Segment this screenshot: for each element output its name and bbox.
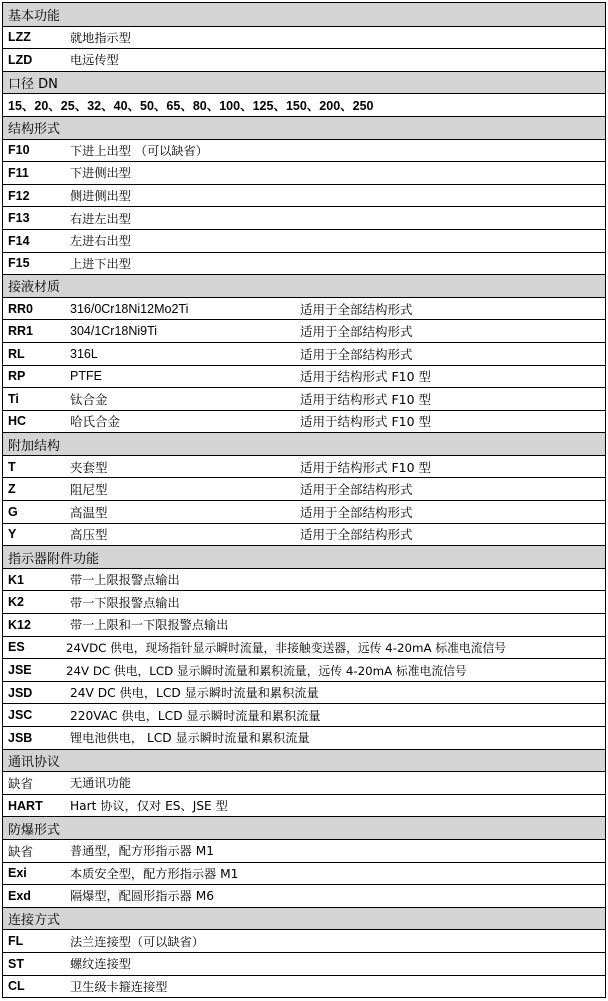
row-code: Exi bbox=[8, 866, 27, 881]
table-row bbox=[3, 319, 605, 342]
section-header-diameter bbox=[3, 71, 605, 94]
row-code: ST bbox=[8, 956, 24, 971]
section-title: 附加结构 bbox=[8, 438, 61, 454]
row-code: HART bbox=[8, 798, 43, 813]
row-desc: 钛合金 bbox=[70, 391, 108, 407]
table-row bbox=[3, 342, 605, 365]
table-row bbox=[3, 568, 605, 591]
table-row bbox=[3, 771, 605, 794]
table-row bbox=[3, 500, 605, 523]
table-row bbox=[3, 636, 605, 659]
table-row bbox=[3, 297, 605, 320]
row-code: RR0 bbox=[8, 301, 34, 316]
table-row bbox=[3, 229, 605, 252]
section-title: 接液材质 bbox=[8, 280, 61, 296]
row-note: 适用于全部结构形式 bbox=[300, 482, 413, 498]
row-desc: 普通型，配方形指示器 M1 bbox=[70, 844, 215, 859]
row-desc: 高压型 bbox=[70, 527, 108, 543]
row-code: RP bbox=[8, 369, 26, 384]
row-desc: 右进左出型 bbox=[70, 211, 131, 226]
table-row bbox=[3, 613, 605, 636]
table-row bbox=[3, 703, 605, 726]
table-row bbox=[3, 975, 605, 998]
table-row bbox=[3, 206, 605, 229]
table-row bbox=[3, 387, 605, 410]
row-desc: 卫生级卡箍连接型 bbox=[70, 979, 168, 994]
row-desc: 夹套型 bbox=[70, 459, 108, 475]
row-note: 适用于全部结构形式 bbox=[300, 301, 413, 317]
row-code: Exd bbox=[8, 888, 31, 903]
row-desc: 带一上限报警点输出 bbox=[70, 573, 180, 588]
row-code: G bbox=[8, 504, 18, 519]
table-row bbox=[3, 252, 605, 275]
table-row bbox=[3, 365, 605, 388]
row-desc: 304/1Cr18Ni9Ti bbox=[70, 324, 158, 339]
section-header-basic bbox=[3, 3, 605, 26]
table-row bbox=[3, 139, 605, 162]
section-title: 口径 DN bbox=[8, 77, 58, 93]
table-row bbox=[3, 952, 605, 975]
row-desc: 左进右出型 bbox=[70, 234, 131, 249]
section-header-material bbox=[3, 274, 605, 297]
row-desc: Hart 协议，仅对 ES、JSE 型 bbox=[70, 799, 228, 814]
row-code: F11 bbox=[8, 165, 29, 180]
table-row bbox=[3, 862, 605, 885]
row-code: CL bbox=[8, 979, 25, 994]
row-code: K12 bbox=[8, 617, 31, 632]
section-header-protocol bbox=[3, 749, 605, 772]
table-row bbox=[3, 48, 605, 71]
diameter-values: 15、20、25、32、40、50、65、80、100、125、150、200、250 bbox=[3, 93, 605, 116]
table-row bbox=[3, 929, 605, 952]
row-desc: 隔爆型，配圆形指示器 M6 bbox=[70, 889, 215, 904]
table-row bbox=[3, 839, 605, 862]
table-row bbox=[3, 681, 605, 704]
row-code: LZD bbox=[8, 52, 33, 67]
row-desc: 316/0Cr18Ni12Mo2Ti bbox=[70, 301, 189, 316]
row-code: 缺省 bbox=[8, 775, 34, 791]
row-code: JSD bbox=[8, 685, 33, 700]
spec-table bbox=[2, 2, 606, 998]
row-code: JSB bbox=[8, 730, 33, 745]
section-header-structure bbox=[3, 116, 605, 139]
row-code: F13 bbox=[8, 211, 30, 226]
row-code: 缺省 bbox=[8, 843, 34, 859]
row-desc: 哈氏合金 bbox=[70, 414, 121, 430]
row-code: F14 bbox=[8, 233, 30, 248]
row-desc: 就地指示型 bbox=[70, 30, 131, 45]
row-desc: 24V DC 供电，LCD 显示瞬时流量和累积流量，远传 4-20mA 标准电流信号 bbox=[66, 663, 467, 678]
row-desc: 带一下限报警点输出 bbox=[70, 595, 180, 610]
row-code: Y bbox=[8, 527, 17, 542]
row-code: JSC bbox=[8, 708, 33, 723]
row-desc: 法兰连接型（可以缺省） bbox=[70, 934, 205, 949]
row-desc: 带一上限和一下限报警点输出 bbox=[70, 618, 229, 633]
row-note: 适用于结构形式 F10 型 bbox=[300, 391, 432, 407]
row-desc: 高温型 bbox=[70, 504, 108, 520]
row-desc: 锂电池供电， LCD 显示瞬时流量和累积流量 bbox=[70, 731, 310, 746]
row-code: JSE bbox=[8, 663, 32, 678]
row-desc: 电远传型 bbox=[70, 53, 119, 68]
section-header-attachment bbox=[3, 432, 605, 455]
row-code: T bbox=[8, 459, 16, 474]
section-title: 结构形式 bbox=[8, 122, 61, 138]
table-row bbox=[3, 658, 605, 681]
row-desc: 无通讯功能 bbox=[70, 776, 131, 791]
row-code: HC bbox=[8, 414, 27, 429]
row-desc: 24V DC 供电，LCD 显示瞬时流量和累积流量 bbox=[70, 686, 319, 701]
section-title: 防爆形式 bbox=[8, 822, 61, 838]
row-code: Ti bbox=[8, 391, 19, 406]
section-title: 通讯协议 bbox=[8, 754, 61, 770]
table-row bbox=[3, 161, 605, 184]
row-code: K1 bbox=[8, 572, 24, 587]
row-note: 适用于全部结构形式 bbox=[300, 527, 413, 543]
table-row bbox=[3, 590, 605, 613]
row-desc: 316L bbox=[70, 346, 98, 361]
row-code: ES bbox=[8, 640, 25, 655]
row-note: 适用于全部结构形式 bbox=[300, 346, 413, 362]
row-code: F12 bbox=[8, 188, 30, 203]
table-row bbox=[3, 26, 605, 49]
table-row bbox=[3, 410, 605, 433]
row-note: 适用于结构形式 F10 型 bbox=[300, 459, 432, 475]
section-header-indicator bbox=[3, 545, 605, 568]
row-desc: 侧进侧出型 bbox=[70, 189, 131, 204]
row-desc: 阻尼型 bbox=[70, 482, 108, 498]
row-desc: 本质安全型，配方形指示器 M1 bbox=[70, 866, 239, 881]
section-title: 基本功能 bbox=[8, 8, 61, 24]
row-desc: PTFE bbox=[70, 369, 102, 384]
row-code: FL bbox=[8, 934, 24, 949]
row-code: Z bbox=[8, 482, 16, 497]
row-code: RR1 bbox=[8, 324, 34, 339]
row-note: 适用于结构形式 F10 型 bbox=[300, 369, 432, 385]
table-row bbox=[3, 794, 605, 817]
row-note: 适用于全部结构形式 bbox=[300, 324, 413, 340]
table-row bbox=[3, 523, 605, 546]
row-code: RL bbox=[8, 346, 25, 361]
row-desc: 220VAC 供电，LCD 显示瞬时流量和累积流量 bbox=[70, 708, 321, 723]
section-header-explosion bbox=[3, 816, 605, 839]
row-code: LZZ bbox=[8, 30, 31, 45]
row-code: F10 bbox=[8, 143, 30, 158]
table-row bbox=[3, 884, 605, 907]
row-desc: 下进上出型 （可以缺省） bbox=[70, 143, 208, 158]
section-header-connection bbox=[3, 907, 605, 930]
row-desc: 上进下出型 bbox=[70, 256, 131, 271]
section-title: 指示器附件功能 bbox=[8, 551, 100, 567]
row-desc: 螺纹连接型 bbox=[70, 957, 131, 972]
table-row bbox=[3, 455, 605, 478]
table-row bbox=[3, 726, 605, 749]
row-code: K2 bbox=[8, 595, 24, 610]
row-note: 适用于全部结构形式 bbox=[300, 504, 413, 520]
row-code: F15 bbox=[8, 256, 30, 271]
row-desc: 下进侧出型 bbox=[70, 166, 131, 181]
section-title: 连接方式 bbox=[8, 913, 61, 929]
row-note: 适用于结构形式 F10 型 bbox=[300, 414, 432, 430]
row-desc: 24VDC 供电，现场指针显示瞬时流量，非接触变送器，远传 4-20mA 标准电流信号 bbox=[66, 640, 507, 655]
table-row bbox=[3, 184, 605, 207]
table-row bbox=[3, 477, 605, 500]
